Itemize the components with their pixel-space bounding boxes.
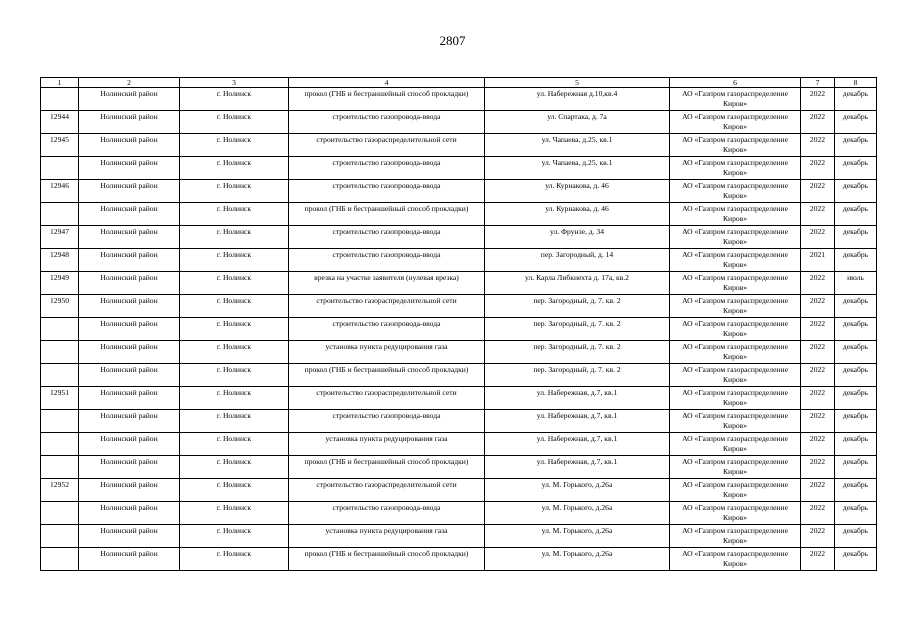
table-row bbox=[41, 456, 877, 479]
cell-address: ул. Курнакова, д. 46 bbox=[485, 180, 670, 203]
cell-year: 2022 bbox=[801, 226, 835, 249]
cell-number: 12946 bbox=[41, 180, 79, 203]
cell-address: ул. Чапаева, д.25, кв.1 bbox=[485, 157, 670, 180]
cell-year: 2021 bbox=[801, 249, 835, 272]
cell-address: ул. М. Горького, д.26а bbox=[485, 479, 670, 502]
cell-work-type: прокол (ГНБ и бестраншейный способ прокладки) bbox=[289, 88, 485, 111]
cell-month: декабрь bbox=[835, 318, 877, 341]
cell-work-type: установка пункта редуцирования газа bbox=[289, 341, 485, 364]
cell-address: ул. Набережная, д.7, кв.1 bbox=[485, 387, 670, 410]
cell-city: г. Нолинск bbox=[180, 134, 289, 157]
cell-number: 12948 bbox=[41, 249, 79, 272]
cell-district: Нолинский район bbox=[79, 226, 180, 249]
cell-organization: АО «Газпром газораспределение Киров» bbox=[670, 134, 801, 157]
cell-month: декабрь bbox=[835, 111, 877, 134]
column-header: 8 bbox=[835, 78, 877, 88]
cell-district: Нолинский район bbox=[79, 180, 180, 203]
cell-month: декабрь bbox=[835, 456, 877, 479]
cell-address: ул. Чапаева, д.25, кв.1 bbox=[485, 134, 670, 157]
cell-month: декабрь bbox=[835, 157, 877, 180]
cell-address: пер. Загородный, д. 7. кв. 2 bbox=[485, 364, 670, 387]
table-row bbox=[41, 180, 877, 203]
cell-district: Нолинский район bbox=[79, 479, 180, 502]
cell-address: ул. Набережная д.10,кв.4 bbox=[485, 88, 670, 111]
table-row bbox=[41, 272, 877, 295]
cell-number: 12952 bbox=[41, 479, 79, 502]
cell-address: ул. Набережная, д.7, кв.1 bbox=[485, 410, 670, 433]
cell-number bbox=[41, 548, 79, 571]
cell-number bbox=[41, 410, 79, 433]
cell-district: Нолинский район bbox=[79, 318, 180, 341]
cell-district: Нолинский район bbox=[79, 410, 180, 433]
table-row bbox=[41, 364, 877, 387]
column-header: 4 bbox=[289, 78, 485, 88]
cell-city: г. Нолинск bbox=[180, 203, 289, 226]
cell-address: ул. Карла Либкнехта д. 17а, кв.2 bbox=[485, 272, 670, 295]
table-row bbox=[41, 318, 877, 341]
cell-address: ул. Курнакова, д. 46 bbox=[485, 203, 670, 226]
cell-district: Нолинский район bbox=[79, 341, 180, 364]
cell-work-type: строительство газопровода-ввода bbox=[289, 180, 485, 203]
column-header: 3 bbox=[180, 78, 289, 88]
cell-year: 2022 bbox=[801, 387, 835, 410]
table-row bbox=[41, 134, 877, 157]
cell-number bbox=[41, 433, 79, 456]
cell-month: июль bbox=[835, 272, 877, 295]
column-header: 2 bbox=[79, 78, 180, 88]
cell-city: г. Нолинск bbox=[180, 410, 289, 433]
cell-address: пер. Загородный, д. 7. кв. 2 bbox=[485, 341, 670, 364]
cell-organization: АО «Газпром газораспределение Киров» bbox=[670, 203, 801, 226]
cell-organization: АО «Газпром газораспределение Киров» bbox=[670, 387, 801, 410]
cell-number bbox=[41, 318, 79, 341]
cell-work-type: врезка на участке заявителя (нулевая врезка) bbox=[289, 272, 485, 295]
cell-city: г. Нолинск bbox=[180, 295, 289, 318]
cell-district: Нолинский район bbox=[79, 295, 180, 318]
table-row bbox=[41, 88, 877, 111]
column-number-row bbox=[41, 78, 877, 88]
cell-address: ул. Спартака, д. 7а bbox=[485, 111, 670, 134]
cell-city: г. Нолинск bbox=[180, 249, 289, 272]
cell-city: г. Нолинск bbox=[180, 226, 289, 249]
cell-year: 2022 bbox=[801, 502, 835, 525]
cell-year: 2022 bbox=[801, 157, 835, 180]
cell-address: ул. М. Горького, д.26а bbox=[485, 502, 670, 525]
cell-work-type: строительство газораспределительной сети bbox=[289, 479, 485, 502]
cell-address: ул. М. Горького, д.26а bbox=[485, 525, 670, 548]
cell-city: г. Нолинск bbox=[180, 456, 289, 479]
cell-year: 2022 bbox=[801, 433, 835, 456]
table-row bbox=[41, 157, 877, 180]
cell-year: 2022 bbox=[801, 548, 835, 571]
cell-organization: АО «Газпром газораспределение Киров» bbox=[670, 111, 801, 134]
cell-address: ул. Набережная, д.7, кв.1 bbox=[485, 456, 670, 479]
cell-work-type: строительство газопровода-ввода bbox=[289, 249, 485, 272]
cell-city: г. Нолинск bbox=[180, 525, 289, 548]
cell-number bbox=[41, 502, 79, 525]
cell-city: г. Нолинск bbox=[180, 272, 289, 295]
cell-district: Нолинский район bbox=[79, 433, 180, 456]
cell-organization: АО «Газпром газораспределение Киров» bbox=[670, 548, 801, 571]
cell-work-type: установка пункта редуцирования газа bbox=[289, 433, 485, 456]
cell-number: 12951 bbox=[41, 387, 79, 410]
cell-month: декабрь bbox=[835, 249, 877, 272]
cell-organization: АО «Газпром газораспределение Киров» bbox=[670, 318, 801, 341]
table-row bbox=[41, 341, 877, 364]
cell-district: Нолинский район bbox=[79, 157, 180, 180]
cell-year: 2022 bbox=[801, 272, 835, 295]
cell-district: Нолинский район bbox=[79, 525, 180, 548]
cell-month: декабрь bbox=[835, 203, 877, 226]
cell-address: ул. М. Горького, д.26а bbox=[485, 548, 670, 571]
cell-year: 2022 bbox=[801, 341, 835, 364]
cell-city: г. Нолинск bbox=[180, 479, 289, 502]
table-row bbox=[41, 410, 877, 433]
cell-address: ул. Фрунзе, д. 34 bbox=[485, 226, 670, 249]
cell-organization: АО «Газпром газораспределение Киров» bbox=[670, 410, 801, 433]
cell-number bbox=[41, 456, 79, 479]
cell-city: г. Нолинск bbox=[180, 433, 289, 456]
cell-year: 2022 bbox=[801, 295, 835, 318]
cell-work-type: строительство газопровода-ввода bbox=[289, 318, 485, 341]
cell-organization: АО «Газпром газораспределение Киров» bbox=[670, 157, 801, 180]
cell-month: декабрь bbox=[835, 502, 877, 525]
column-header: 5 bbox=[485, 78, 670, 88]
cell-district: Нолинский район bbox=[79, 272, 180, 295]
cell-district: Нолинский район bbox=[79, 111, 180, 134]
cell-organization: АО «Газпром газораспределение Киров» bbox=[670, 88, 801, 111]
cell-city: г. Нолинск bbox=[180, 341, 289, 364]
cell-work-type: строительство газораспределительной сети bbox=[289, 134, 485, 157]
cell-city: г. Нолинск bbox=[180, 318, 289, 341]
table-row bbox=[41, 433, 877, 456]
cell-address: пер. Загородный, д. 7. кв. 2 bbox=[485, 318, 670, 341]
cell-organization: АО «Газпром газораспределение Киров» bbox=[670, 226, 801, 249]
cell-year: 2022 bbox=[801, 88, 835, 111]
cell-city: г. Нолинск bbox=[180, 88, 289, 111]
cell-district: Нолинский район bbox=[79, 502, 180, 525]
cell-number bbox=[41, 203, 79, 226]
cell-work-type: прокол (ГНБ и бестраншейный способ прокладки) bbox=[289, 548, 485, 571]
cell-month: декабрь bbox=[835, 387, 877, 410]
cell-organization: АО «Газпром газораспределение Киров» bbox=[670, 249, 801, 272]
cell-month: декабрь bbox=[835, 295, 877, 318]
table-row bbox=[41, 479, 877, 502]
cell-year: 2022 bbox=[801, 180, 835, 203]
cell-month: декабрь bbox=[835, 525, 877, 548]
cell-work-type: строительство газопровода-ввода bbox=[289, 226, 485, 249]
cell-work-type: прокол (ГНБ и бестраншейный способ прокладки) bbox=[289, 203, 485, 226]
cell-work-type: прокол (ГНБ и бестраншейный способ прокладки) bbox=[289, 364, 485, 387]
cell-district: Нолинский район bbox=[79, 364, 180, 387]
column-header: 7 bbox=[801, 78, 835, 88]
cell-number: 12947 bbox=[41, 226, 79, 249]
cell-city: г. Нолинск bbox=[180, 364, 289, 387]
cell-organization: АО «Газпром газораспределение Киров» bbox=[670, 456, 801, 479]
cell-year: 2022 bbox=[801, 364, 835, 387]
cell-year: 2022 bbox=[801, 318, 835, 341]
cell-organization: АО «Газпром газораспределение Киров» bbox=[670, 525, 801, 548]
cell-organization: АО «Газпром газораспределение Киров» bbox=[670, 180, 801, 203]
cell-organization: АО «Газпром газораспределение Киров» bbox=[670, 272, 801, 295]
cell-district: Нолинский район bbox=[79, 203, 180, 226]
cell-address: пер. Загородный, д. 14 bbox=[485, 249, 670, 272]
cell-month: декабрь bbox=[835, 479, 877, 502]
cell-number bbox=[41, 157, 79, 180]
gasification-table bbox=[40, 77, 877, 571]
cell-district: Нолинский район bbox=[79, 456, 180, 479]
cell-number bbox=[41, 341, 79, 364]
cell-organization: АО «Газпром газораспределение Киров» bbox=[670, 502, 801, 525]
cell-year: 2022 bbox=[801, 203, 835, 226]
cell-work-type: строительство газопровода-ввода bbox=[289, 157, 485, 180]
cell-address: ул. Набережная, д.7, кв.1 bbox=[485, 433, 670, 456]
cell-number bbox=[41, 525, 79, 548]
cell-year: 2022 bbox=[801, 456, 835, 479]
cell-number: 12944 bbox=[41, 111, 79, 134]
cell-organization: АО «Газпром газораспределение Киров» bbox=[670, 479, 801, 502]
cell-address: пер. Загородный, д. 7. кв. 2 bbox=[485, 295, 670, 318]
cell-work-type: прокол (ГНБ и бестраншейный способ прокладки) bbox=[289, 456, 485, 479]
cell-year: 2022 bbox=[801, 134, 835, 157]
cell-year: 2022 bbox=[801, 410, 835, 433]
cell-number: 12950 bbox=[41, 295, 79, 318]
cell-work-type: строительство газопровода-ввода bbox=[289, 111, 485, 134]
cell-year: 2022 bbox=[801, 111, 835, 134]
cell-district: Нолинский район bbox=[79, 548, 180, 571]
table-row bbox=[41, 203, 877, 226]
cell-work-type: строительство газопровода-ввода bbox=[289, 502, 485, 525]
cell-work-type: строительство газораспределительной сети bbox=[289, 295, 485, 318]
cell-number bbox=[41, 364, 79, 387]
cell-month: декабрь bbox=[835, 410, 877, 433]
cell-month: декабрь bbox=[835, 341, 877, 364]
cell-city: г. Нолинск bbox=[180, 387, 289, 410]
table-row bbox=[41, 111, 877, 134]
page-number: 2807 bbox=[439, 33, 466, 48]
cell-work-type: установка пункта редуцирования газа bbox=[289, 525, 485, 548]
cell-month: декабрь bbox=[835, 548, 877, 571]
cell-month: декабрь bbox=[835, 134, 877, 157]
cell-month: декабрь bbox=[835, 433, 877, 456]
column-header: 1 bbox=[41, 78, 79, 88]
cell-organization: АО «Газпром газораспределение Киров» bbox=[670, 364, 801, 387]
cell-city: г. Нолинск bbox=[180, 502, 289, 525]
cell-organization: АО «Газпром газораспределение Киров» bbox=[670, 433, 801, 456]
column-header: 6 bbox=[670, 78, 801, 88]
cell-number: 12949 bbox=[41, 272, 79, 295]
cell-district: Нолинский район bbox=[79, 134, 180, 157]
cell-district: Нолинский район bbox=[79, 88, 180, 111]
cell-year: 2022 bbox=[801, 479, 835, 502]
cell-year: 2022 bbox=[801, 525, 835, 548]
table-row bbox=[41, 502, 877, 525]
cell-work-type: строительство газопровода-ввода bbox=[289, 410, 485, 433]
cell-number bbox=[41, 88, 79, 111]
table-row bbox=[41, 249, 877, 272]
cell-month: декабрь bbox=[835, 88, 877, 111]
cell-organization: АО «Газпром газораспределение Киров» bbox=[670, 295, 801, 318]
cell-month: декабрь bbox=[835, 226, 877, 249]
cell-city: г. Нолинск bbox=[180, 111, 289, 134]
cell-city: г. Нолинск bbox=[180, 157, 289, 180]
cell-city: г. Нолинск bbox=[180, 180, 289, 203]
table-row bbox=[41, 548, 877, 571]
cell-month: декабрь bbox=[835, 180, 877, 203]
cell-district: Нолинский район bbox=[79, 249, 180, 272]
cell-work-type: строительство газораспределительной сети bbox=[289, 387, 485, 410]
table-row bbox=[41, 387, 877, 410]
cell-organization: АО «Газпром газораспределение Киров» bbox=[670, 341, 801, 364]
cell-number: 12945 bbox=[41, 134, 79, 157]
table-row bbox=[41, 295, 877, 318]
cell-month: декабрь bbox=[835, 364, 877, 387]
table-row bbox=[41, 525, 877, 548]
cell-city: г. Нолинск bbox=[180, 548, 289, 571]
cell-district: Нолинский район bbox=[79, 387, 180, 410]
table-row bbox=[41, 226, 877, 249]
